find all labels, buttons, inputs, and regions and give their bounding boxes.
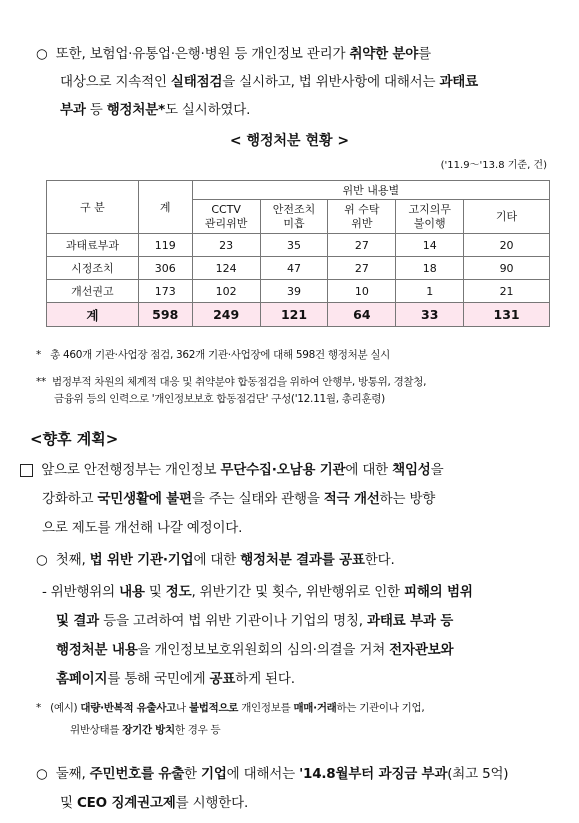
cell: 306: [138, 257, 192, 280]
text: 등: [85, 102, 107, 118]
text: 나: [176, 702, 189, 714]
footnote-text: 금융위 등의 인력으로 '개인정보보호 합동점검단' 구성('12.11월, 총리훈령): [54, 393, 385, 405]
text: 한: [184, 766, 201, 782]
header-label: 고지의무 불이행: [408, 202, 451, 230]
total-cell: 131: [464, 303, 550, 327]
footnote-mark: *: [36, 702, 41, 714]
emphasis: 피해의 범위: [403, 584, 473, 600]
header-label: CCTV 관리위반: [204, 202, 248, 230]
table-title: < 행정처분 현황 >: [229, 133, 350, 149]
text: 위반상태를: [70, 724, 123, 736]
emphasis: 행정처분 결과를 공표: [240, 552, 365, 568]
cell: 18: [396, 257, 464, 280]
paragraph-second: [36, 760, 566, 818]
dash-mark: -: [42, 584, 47, 600]
total-cell: 33: [396, 303, 464, 327]
emphasis: 과태료 부과 등: [367, 613, 454, 629]
footnote-text: 총 460개 기관·사업장 점검, 362개 기관·사업장에 대해 598건 행정처분 실시: [50, 349, 391, 361]
table-row: [47, 257, 550, 280]
paragraph-first: [36, 546, 556, 574]
text: 하게 된다.: [235, 671, 295, 687]
table-unit: ('11.9～'13.8 기준, 건): [440, 160, 547, 171]
text: 으로 제도를 개선해 나갈 예정이다.: [42, 520, 243, 536]
text: 을 개인정보보호위원회의 심의·의결을 거쳐: [137, 642, 390, 658]
cell: 27: [328, 257, 396, 280]
text: 둘째,: [55, 766, 90, 782]
header-total: 계: [138, 181, 192, 234]
section-heading: <향후 계획>: [30, 430, 119, 448]
cell: 21: [464, 280, 550, 303]
emphasis: 매매·거래: [293, 702, 337, 714]
text: , 위반기간 및 횟수, 위반행위로 인한: [191, 584, 404, 600]
text: (예시): [50, 702, 81, 714]
emphasis: 및 결과: [56, 613, 100, 629]
emphasis: 실태점검: [170, 74, 223, 90]
text: 를 통해 국민에게: [107, 671, 210, 687]
text: 대상으로 지속적인: [60, 74, 171, 90]
header-label: 위 수탁 위반: [344, 202, 380, 230]
cell: 119: [138, 234, 192, 257]
total-label: 계: [47, 303, 139, 327]
footnote-mark: *: [36, 349, 41, 361]
text: 등을 고려하여 법 위반 기관이나 기업의 명칭,: [99, 613, 367, 629]
text: 를 시행한다.: [175, 795, 249, 811]
table-row: [47, 234, 550, 257]
footnote-joint-team: [36, 374, 556, 408]
text: 에 대한: [193, 552, 241, 568]
emphasis: 행정처분*: [106, 102, 165, 118]
cell: 173: [138, 280, 192, 303]
emphasis: 대량·반복적 유출사고: [80, 702, 177, 714]
footnote-example: [36, 697, 566, 741]
header-col: [464, 200, 550, 234]
bullet-circle: ○: [36, 766, 48, 782]
emphasis: 부과: [60, 102, 86, 118]
footnote-text: 범정부적 차원의 체계적 대응 및 취약분야 합동점검을 위하여 안행부, 방통위, 경찰청,: [51, 376, 427, 388]
header-col: [192, 200, 260, 234]
header-col: [396, 200, 464, 234]
cell: 20: [464, 234, 550, 257]
cell: 35: [260, 234, 328, 257]
text: 하는 방향: [379, 491, 436, 507]
cell: 102: [192, 280, 260, 303]
text: 또한, 보험업·유통업·은행·병원 등 개인정보 관리가: [55, 46, 350, 62]
header-category: 구 분: [47, 181, 139, 234]
emphasis: 기업: [200, 766, 227, 782]
emphasis: 불법적으로: [188, 702, 239, 714]
text: 강화하고: [42, 491, 98, 507]
header-label: 기타: [495, 209, 518, 223]
table-row: [47, 280, 550, 303]
total-cell: 249: [192, 303, 260, 327]
text: 을 주는 실태와 관행을: [191, 491, 324, 507]
text: (최고 5억): [447, 766, 509, 782]
header-violation-group: 위반 내용별: [192, 181, 549, 200]
text: 한다.: [364, 552, 395, 568]
cell: 27: [328, 234, 396, 257]
total-cell: 121: [260, 303, 328, 327]
header-col: [328, 200, 396, 234]
emphasis: 장기간 방치: [122, 724, 175, 736]
emphasis: 홈페이지: [56, 671, 108, 687]
text: 개인정보를: [238, 702, 294, 714]
emphasis: CEO 징계권고제: [76, 795, 176, 811]
text: 한 경우 등: [174, 724, 221, 736]
emphasis: 과태료: [439, 74, 478, 90]
cell: 1: [396, 280, 464, 303]
row-label: 시정조치: [47, 257, 139, 280]
emphasis: 내용: [119, 584, 145, 600]
total-cell: 598: [138, 303, 192, 327]
sanctions-table: [46, 180, 550, 327]
text: 에 대해서는: [226, 766, 300, 782]
bullet-circle: ○: [36, 552, 48, 568]
text: 을 실시하고, 법 위반사항에 대해서는: [222, 74, 440, 90]
text: 위반행위의: [50, 584, 120, 600]
cell: 23: [192, 234, 260, 257]
emphasis: 정도: [165, 584, 192, 600]
emphasis: 행정처분 내용: [56, 642, 138, 658]
cell: 47: [260, 257, 328, 280]
paragraph-disclosure: [42, 578, 562, 694]
emphasis: 법 위반 기관·기업: [89, 552, 194, 568]
header-label: 안전조치 미흡: [272, 202, 316, 230]
text: 앞으로 안전행정부는 개인정보: [41, 462, 221, 478]
text: 에 대한: [345, 462, 393, 478]
emphasis: 전자관보와: [389, 642, 454, 658]
text: 및: [144, 584, 166, 600]
text: 을: [430, 462, 444, 478]
row-label: 과태료부과: [47, 234, 139, 257]
emphasis: 취약한 분야: [349, 46, 419, 62]
footnote-total: [36, 347, 556, 364]
row-label: 개선권고: [47, 280, 139, 303]
cell: 10: [328, 280, 396, 303]
paragraph-plan: [20, 456, 560, 543]
text: 를: [418, 46, 431, 62]
text: 하는 기관이나 기업,: [336, 702, 425, 714]
emphasis: 국민생활에 불편: [97, 491, 192, 507]
paragraph-inspection: [36, 40, 556, 124]
emphasis: 무단수집·오남용 기관: [220, 462, 346, 478]
cell: 124: [192, 257, 260, 280]
text: 도 실시하였다.: [164, 102, 251, 118]
table-total-row: [47, 303, 550, 327]
emphasis: 책임성: [392, 462, 431, 478]
text: 및: [60, 795, 77, 811]
footnote-mark: **: [36, 376, 46, 388]
bullet-circle: ○: [36, 46, 48, 62]
total-cell: 64: [328, 303, 396, 327]
emphasis: '14.8월부터 과징금 부과: [299, 766, 448, 782]
text: 첫째,: [55, 552, 90, 568]
cell: 39: [260, 280, 328, 303]
emphasis: 주민번호를 유출: [89, 766, 185, 782]
cell: 90: [464, 257, 550, 280]
cell: 14: [396, 234, 464, 257]
checkbox-square-icon: [20, 464, 33, 477]
emphasis: 공표: [209, 671, 236, 687]
emphasis: 적극 개선: [323, 491, 380, 507]
header-col: [260, 200, 328, 234]
